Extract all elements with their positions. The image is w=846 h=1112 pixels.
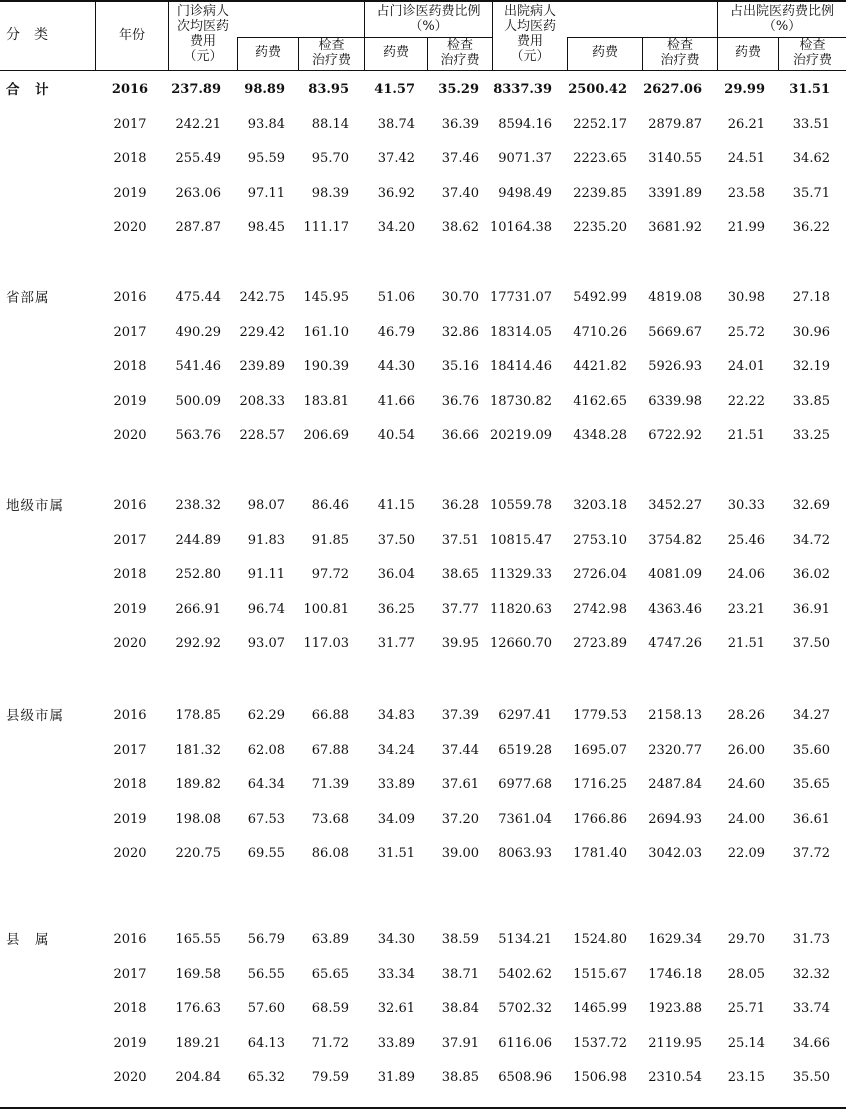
outpatient-avg-cell: 541.46: [175, 359, 221, 375]
inpatient-avg-cell: 9498.49: [498, 185, 552, 201]
outpatient-avg-cell: 178.85: [175, 708, 221, 723]
outpatient-ratio-drug-cell: 34.09: [377, 811, 415, 827]
year-cell: 2017: [113, 116, 147, 132]
outpatient-ratio-drug-cell: 34.20: [377, 220, 415, 236]
outpatient-ratio-exam-cell: 37.44: [441, 742, 479, 758]
outpatient-ratio-drug-cell: 34.24: [377, 742, 415, 758]
outpatient-avg-cell: 189.82: [175, 777, 221, 793]
inpatient-avg-cell: 18414.46: [489, 359, 552, 375]
year-cell: 2020: [113, 220, 147, 236]
outpatient-exam-cell: 71.72: [311, 1035, 349, 1051]
outpatient-drug-cell: 95.59: [247, 151, 285, 167]
inpatient-avg-cell: 20219.09: [489, 428, 552, 444]
outpatient-ratio-exam-cell: 37.77: [441, 601, 479, 617]
inpatient-exam-cell: 5669.67: [648, 324, 702, 340]
outpatient-exam-cell: 95.70: [311, 151, 349, 167]
year-cell: 2019: [113, 601, 147, 617]
inpatient-ratio-drug-cell: 21.51: [727, 428, 765, 444]
inpatient-ratio-drug-cell: 23.21: [727, 601, 765, 617]
inpatient-ratio-exam-cell: 32.19: [792, 359, 830, 375]
outpatient-exam-cell: 98.39: [311, 185, 349, 201]
inpatient-ratio-drug-cell: 25.14: [727, 1035, 765, 1051]
outpatient-ratio-drug-cell: 37.42: [377, 151, 415, 167]
outpatient-exam-cell: 86.46: [311, 498, 349, 513]
outpatient-avg-cell: 252.80: [175, 567, 221, 583]
outpatient-exam-cell: 63.89: [311, 932, 349, 947]
year-cell: 2016: [113, 290, 147, 305]
outpatient-ratio-exam-cell: 35.29: [438, 82, 479, 97]
outpatient-ratio-drug-cell: 33.89: [377, 777, 415, 793]
inpatient-ratio-exam-cell: 33.51: [792, 116, 830, 132]
inpatient-exam-cell: 1629.34: [648, 932, 702, 947]
inpatient-ratio-exam-cell: 37.50: [792, 636, 830, 652]
inpatient-avg-cell: 10164.38: [489, 220, 552, 236]
inpatient-ratio-drug-cell: 24.51: [727, 151, 765, 167]
inpatient-ratio-drug-cell: 24.00: [727, 811, 765, 827]
outpatient-drug-cell: 91.11: [247, 567, 285, 583]
outpatient-ratio-drug-cell: 41.15: [377, 498, 415, 513]
outpatient-avg-cell: 475.44: [175, 290, 221, 305]
inpatient-drug-cell: 2500.42: [568, 82, 627, 97]
outpatient-ratio-exam-cell: 38.65: [441, 567, 479, 583]
inpatient-ratio-drug-cell: 25.72: [727, 324, 765, 340]
outpatient-ratio-exam-cell: 38.71: [441, 966, 479, 982]
header-inpatient-drug: 药费: [591, 45, 618, 60]
outpatient-ratio-drug-cell: 37.50: [377, 532, 415, 548]
outpatient-exam-cell: 88.14: [311, 116, 349, 132]
inpatient-drug-cell: 2235.20: [573, 220, 627, 236]
year-cell: 2017: [113, 966, 147, 982]
header-inpatient-ratio-drug: 药费: [734, 45, 761, 60]
inpatient-avg-cell: 10815.47: [489, 532, 552, 548]
year-cell: 2017: [113, 532, 147, 548]
inpatient-avg-cell: 6116.06: [498, 1035, 552, 1051]
outpatient-drug-cell: 56.79: [247, 932, 285, 947]
outpatient-drug-cell: 93.07: [247, 636, 285, 652]
outpatient-avg-cell: 237.89: [171, 82, 221, 97]
inpatient-exam-cell: 6722.92: [648, 428, 702, 444]
header-category: 分 类: [6, 27, 48, 43]
inpatient-ratio-exam-cell: 34.62: [792, 151, 830, 167]
outpatient-ratio-exam-cell: 38.62: [441, 220, 479, 236]
category-label: 合 计: [6, 82, 50, 98]
outpatient-ratio-exam-cell: 37.51: [441, 532, 479, 548]
inpatient-ratio-exam-cell: 34.27: [792, 708, 830, 723]
inpatient-avg-cell: 17731.07: [489, 290, 552, 305]
year-cell: 2018: [113, 567, 147, 583]
outpatient-ratio-drug-cell: 40.54: [377, 428, 415, 444]
year-cell: 2016: [113, 708, 147, 723]
outpatient-exam-cell: 91.85: [311, 532, 349, 548]
inpatient-drug-cell: 1779.53: [573, 708, 627, 723]
inpatient-drug-cell: 2239.85: [573, 185, 627, 201]
header-inpatient-avg: 出院病人 人均医药 费用 （元）: [503, 4, 556, 64]
inpatient-exam-cell: 3452.27: [648, 498, 702, 513]
outpatient-drug-cell: 69.55: [247, 846, 285, 862]
year-cell: 2019: [113, 185, 147, 201]
inpatient-exam-cell: 2879.87: [648, 116, 702, 132]
inpatient-exam-cell: 2320.77: [648, 742, 702, 758]
outpatient-avg-cell: 263.06: [175, 185, 221, 201]
inpatient-drug-cell: 4710.26: [573, 324, 627, 340]
inpatient-avg-cell: 5402.62: [498, 966, 552, 982]
inpatient-avg-cell: 5134.21: [498, 932, 552, 947]
outpatient-avg-cell: 189.21: [175, 1035, 221, 1051]
inpatient-drug-cell: 1716.25: [573, 777, 627, 793]
outpatient-avg-cell: 287.87: [175, 220, 221, 236]
outpatient-ratio-exam-cell: 37.46: [441, 151, 479, 167]
header-inpatient-ratio: 占出院医药费比例 （%）: [729, 4, 834, 34]
inpatient-drug-cell: 4162.65: [573, 393, 627, 409]
outpatient-drug-cell: 242.75: [239, 290, 285, 305]
inpatient-ratio-exam-cell: 36.61: [792, 811, 830, 827]
inpatient-ratio-exam-cell: 35.65: [792, 777, 830, 793]
outpatient-exam-cell: 86.08: [311, 846, 349, 862]
outpatient-drug-cell: 64.34: [247, 777, 285, 793]
outpatient-exam-cell: 190.39: [303, 359, 349, 375]
inpatient-drug-cell: 2742.98: [573, 601, 627, 617]
inpatient-ratio-exam-cell: 33.85: [792, 393, 830, 409]
inpatient-ratio-drug-cell: 24.01: [727, 359, 765, 375]
inpatient-ratio-drug-cell: 24.60: [727, 777, 765, 793]
inpatient-avg-cell: 6977.68: [498, 777, 552, 793]
outpatient-exam-cell: 83.95: [308, 82, 349, 97]
inpatient-exam-cell: 1923.88: [648, 1001, 702, 1017]
inpatient-exam-cell: 2119.95: [648, 1035, 702, 1051]
inpatient-ratio-drug-cell: 23.15: [727, 1070, 765, 1086]
outpatient-exam-cell: 71.39: [311, 777, 349, 793]
inpatient-ratio-drug-cell: 21.99: [727, 220, 765, 236]
inpatient-ratio-drug-cell: 22.09: [727, 846, 765, 862]
outpatient-exam-cell: 100.81: [303, 601, 349, 617]
outpatient-ratio-drug-cell: 33.89: [377, 1035, 415, 1051]
inpatient-drug-cell: 1695.07: [573, 742, 627, 758]
outpatient-ratio-drug-cell: 51.06: [377, 290, 415, 305]
inpatient-drug-cell: 4348.28: [573, 428, 627, 444]
outpatient-drug-cell: 62.08: [247, 742, 285, 758]
inpatient-drug-cell: 1465.99: [573, 1001, 627, 1017]
year-cell: 2017: [113, 742, 147, 758]
inpatient-drug-cell: 2723.89: [573, 636, 627, 652]
outpatient-ratio-exam-cell: 36.76: [441, 393, 479, 409]
inpatient-exam-cell: 3681.92: [648, 220, 702, 236]
outpatient-drug-cell: 96.74: [247, 601, 285, 617]
outpatient-drug-cell: 229.42: [239, 324, 285, 340]
outpatient-avg-cell: 563.76: [175, 428, 221, 444]
inpatient-drug-cell: 2726.04: [573, 567, 627, 583]
year-cell: 2019: [113, 393, 147, 409]
inpatient-exam-cell: 3754.82: [648, 532, 702, 548]
inpatient-drug-cell: 1537.72: [573, 1035, 627, 1051]
outpatient-ratio-drug-cell: 31.89: [377, 1070, 415, 1086]
outpatient-exam-cell: 65.65: [311, 966, 349, 982]
inpatient-exam-cell: 2310.54: [648, 1070, 702, 1086]
outpatient-ratio-drug-cell: 36.04: [377, 567, 415, 583]
outpatient-avg-cell: 220.75: [175, 846, 221, 862]
header-outpatient-ratio-drug: 药费: [382, 45, 409, 60]
inpatient-ratio-drug-cell: 29.70: [727, 932, 765, 947]
header-bottom-rule: [0, 70, 846, 71]
inpatient-drug-cell: 2223.65: [573, 151, 627, 167]
inpatient-drug-cell: 4421.82: [573, 359, 627, 375]
outpatient-avg-cell: 181.32: [175, 742, 221, 758]
inpatient-ratio-exam-cell: 34.66: [792, 1035, 830, 1051]
header-outpatient-avg: 门诊病人 次均医药 费用 （元）: [176, 4, 229, 64]
header-inpatient-ratio-exam: 检查 治疗费: [792, 38, 832, 68]
outpatient-avg-cell: 242.21: [175, 116, 221, 132]
inpatient-ratio-exam-cell: 35.71: [792, 185, 830, 201]
inpatient-exam-cell: 2487.84: [648, 777, 702, 793]
outpatient-ratio-drug-cell: 36.25: [377, 601, 415, 617]
outpatient-ratio-drug-cell: 41.66: [377, 393, 415, 409]
inpatient-drug-cell: 5492.99: [573, 290, 627, 305]
outpatient-exam-cell: 111.17: [303, 220, 349, 236]
inpatient-ratio-drug-cell: 22.22: [727, 393, 765, 409]
year-cell: 2020: [113, 846, 147, 862]
outpatient-exam-cell: 145.95: [303, 290, 349, 305]
outpatient-ratio-drug-cell: 46.79: [377, 324, 415, 340]
inpatient-ratio-exam-cell: 36.02: [792, 567, 830, 583]
inpatient-drug-cell: 1506.98: [573, 1070, 627, 1086]
outpatient-avg-cell: 169.58: [175, 966, 221, 982]
outpatient-drug-cell: 239.89: [239, 359, 285, 375]
inpatient-ratio-drug-cell: 25.46: [727, 532, 765, 548]
outpatient-exam-cell: 97.72: [311, 567, 349, 583]
year-cell: 2020: [113, 1070, 147, 1086]
inpatient-drug-cell: 1515.67: [573, 966, 627, 982]
inpatient-avg-cell: 8594.16: [498, 116, 552, 132]
outpatient-avg-cell: 490.29: [175, 324, 221, 340]
outpatient-ratio-drug-cell: 44.30: [377, 359, 415, 375]
header-outpatient-exam: 检查 治疗费: [311, 38, 351, 68]
inpatient-avg-cell: 11820.63: [489, 601, 552, 617]
outpatient-exam-cell: 79.59: [311, 1070, 349, 1086]
outpatient-exam-cell: 206.69: [303, 428, 349, 444]
inpatient-ratio-drug-cell: 30.98: [727, 290, 765, 305]
inpatient-ratio-drug-cell: 29.99: [724, 82, 765, 97]
outpatient-drug-cell: 97.11: [247, 185, 285, 201]
inpatient-ratio-exam-cell: 31.51: [789, 82, 830, 97]
outpatient-ratio-drug-cell: 41.57: [374, 82, 415, 97]
inpatient-ratio-exam-cell: 31.73: [792, 932, 830, 947]
outpatient-exam-cell: 161.10: [303, 324, 349, 340]
year-cell: 2019: [113, 1035, 147, 1051]
top-rule: [0, 0, 846, 2]
outpatient-ratio-exam-cell: 38.84: [441, 1001, 479, 1017]
outpatient-ratio-exam-cell: 37.91: [441, 1035, 479, 1051]
inpatient-ratio-exam-cell: 36.91: [792, 601, 830, 617]
inpatient-ratio-drug-cell: 26.00: [727, 742, 765, 758]
year-cell: 2018: [113, 1001, 147, 1017]
inpatient-ratio-exam-cell: 32.32: [792, 966, 830, 982]
inpatient-avg-cell: 6297.41: [498, 708, 552, 723]
outpatient-exam-cell: 68.59: [311, 1001, 349, 1017]
inpatient-avg-cell: 6508.96: [498, 1070, 552, 1086]
inpatient-avg-cell: 9071.37: [498, 151, 552, 167]
category-label: 地级市属: [6, 498, 64, 514]
header-inpatient-exam: 检查 治疗费: [660, 38, 700, 68]
category-label: 县 属: [6, 932, 50, 948]
outpatient-ratio-drug-cell: 34.30: [377, 932, 415, 947]
inpatient-drug-cell: 3203.18: [573, 498, 627, 513]
inpatient-ratio-exam-cell: 32.69: [792, 498, 830, 513]
header-outpatient-ratio: 占门诊医药费比例 （%）: [376, 4, 481, 34]
outpatient-ratio-exam-cell: 35.16: [441, 359, 479, 375]
outpatient-avg-cell: 244.89: [175, 532, 221, 548]
inpatient-avg-cell: 18730.82: [489, 393, 552, 409]
outpatient-avg-cell: 238.32: [175, 498, 221, 513]
outpatient-exam-cell: 183.81: [303, 393, 349, 409]
outpatient-avg-cell: 500.09: [175, 393, 221, 409]
outpatient-ratio-drug-cell: 31.77: [377, 636, 415, 652]
inpatient-exam-cell: 4363.46: [648, 601, 702, 617]
year-cell: 2018: [113, 777, 147, 793]
outpatient-avg-cell: 255.49: [175, 151, 221, 167]
inpatient-avg-cell: 18314.05: [489, 324, 552, 340]
outpatient-ratio-exam-cell: 36.39: [441, 116, 479, 132]
year-cell: 2018: [113, 359, 147, 375]
inpatient-ratio-drug-cell: 23.58: [727, 185, 765, 201]
inpatient-ratio-drug-cell: 21.51: [727, 636, 765, 652]
category-label: 县级市属: [6, 708, 64, 724]
outpatient-drug-cell: 64.13: [247, 1035, 285, 1051]
outpatient-drug-cell: 98.89: [244, 82, 285, 97]
outpatient-drug-cell: 91.83: [247, 532, 285, 548]
inpatient-avg-cell: 5702.32: [498, 1001, 552, 1017]
outpatient-ratio-drug-cell: 33.34: [377, 966, 415, 982]
outpatient-avg-cell: 292.92: [175, 636, 221, 652]
inpatient-ratio-exam-cell: 30.96: [792, 324, 830, 340]
outpatient-exam-cell: 73.68: [311, 811, 349, 827]
inpatient-exam-cell: 4747.26: [648, 636, 702, 652]
inpatient-avg-cell: 12660.70: [489, 636, 552, 652]
outpatient-ratio-exam-cell: 38.59: [441, 932, 479, 947]
outpatient-ratio-drug-cell: 32.61: [377, 1001, 415, 1017]
year-cell: 2019: [113, 811, 147, 827]
inpatient-exam-cell: 6339.98: [648, 393, 702, 409]
inpatient-exam-cell: 3140.55: [648, 151, 702, 167]
inpatient-drug-cell: 1524.80: [573, 932, 627, 947]
outpatient-exam-cell: 117.03: [303, 636, 349, 652]
inpatient-avg-cell: 10559.78: [489, 498, 552, 513]
year-cell: 2020: [113, 428, 147, 444]
inpatient-exam-cell: 3391.89: [648, 185, 702, 201]
outpatient-ratio-drug-cell: 36.92: [377, 185, 415, 201]
year-cell: 2018: [113, 151, 147, 167]
outpatient-ratio-exam-cell: 38.85: [441, 1070, 479, 1086]
year-cell: 2017: [113, 324, 147, 340]
inpatient-exam-cell: 5926.93: [648, 359, 702, 375]
inpatient-drug-cell: 1766.86: [573, 811, 627, 827]
outpatient-drug-cell: 208.33: [239, 393, 285, 409]
inpatient-avg-cell: 7361.04: [498, 811, 552, 827]
inpatient-exam-cell: 4081.09: [648, 567, 702, 583]
outpatient-ratio-exam-cell: 36.66: [441, 428, 479, 444]
outpatient-avg-cell: 204.84: [175, 1070, 221, 1086]
outpatient-ratio-drug-cell: 38.74: [377, 116, 415, 132]
year-cell: 2016: [111, 82, 149, 97]
bottom-rule: [0, 1107, 846, 1109]
inpatient-ratio-exam-cell: 35.60: [792, 742, 830, 758]
outpatient-drug-cell: 65.32: [247, 1070, 285, 1086]
inpatient-ratio-exam-cell: 36.22: [792, 220, 830, 236]
outpatient-avg-cell: 266.91: [175, 601, 221, 617]
year-cell: 2016: [113, 498, 147, 513]
inpatient-ratio-exam-cell: 27.18: [792, 290, 830, 305]
outpatient-drug-cell: 98.45: [247, 220, 285, 236]
outpatient-drug-cell: 93.84: [247, 116, 285, 132]
header-outpatient-ratio-exam: 检查 治疗费: [440, 38, 480, 68]
outpatient-ratio-exam-cell: 39.95: [441, 636, 479, 652]
outpatient-ratio-drug-cell: 31.51: [377, 846, 415, 862]
inpatient-exam-cell: 3042.03: [648, 846, 702, 862]
inpatient-avg-cell: 8337.39: [493, 82, 552, 97]
inpatient-ratio-drug-cell: 25.71: [727, 1001, 765, 1017]
inpatient-ratio-exam-cell: 33.25: [792, 428, 830, 444]
outpatient-exam-cell: 67.88: [311, 742, 349, 758]
header-year: 年份: [118, 28, 145, 43]
outpatient-ratio-exam-cell: 36.28: [441, 498, 479, 513]
year-cell: 2020: [113, 636, 147, 652]
inpatient-ratio-exam-cell: 37.72: [792, 846, 830, 862]
inpatient-exam-cell: 4819.08: [648, 290, 702, 305]
inpatient-ratio-exam-cell: 35.50: [792, 1070, 830, 1086]
outpatient-drug-cell: 56.55: [247, 966, 285, 982]
outpatient-drug-cell: 98.07: [247, 498, 285, 513]
inpatient-avg-cell: 6519.28: [498, 742, 552, 758]
inpatient-avg-cell: 8063.93: [498, 846, 552, 862]
inpatient-drug-cell: 2252.17: [573, 116, 627, 132]
outpatient-ratio-exam-cell: 37.61: [441, 777, 479, 793]
outpatient-ratio-exam-cell: 32.86: [441, 324, 479, 340]
inpatient-ratio-drug-cell: 30.33: [727, 498, 765, 513]
inpatient-ratio-drug-cell: 28.26: [727, 708, 765, 723]
outpatient-drug-cell: 62.29: [247, 708, 285, 723]
outpatient-drug-cell: 67.53: [247, 811, 285, 827]
inpatient-drug-cell: 1781.40: [573, 846, 627, 862]
outpatient-ratio-exam-cell: 37.20: [441, 811, 479, 827]
outpatient-avg-cell: 198.08: [175, 811, 221, 827]
outpatient-ratio-exam-cell: 39.00: [441, 846, 479, 862]
category-label: 省部属: [6, 290, 50, 306]
outpatient-ratio-exam-cell: 37.40: [441, 185, 479, 201]
inpatient-ratio-drug-cell: 26.21: [727, 116, 765, 132]
inpatient-exam-cell: 2694.93: [648, 811, 702, 827]
inpatient-exam-cell: 1746.18: [648, 966, 702, 982]
inpatient-exam-cell: 2158.13: [648, 708, 702, 723]
inpatient-ratio-exam-cell: 33.74: [792, 1001, 830, 1017]
year-cell: 2016: [113, 932, 147, 947]
outpatient-avg-cell: 176.63: [175, 1001, 221, 1017]
outpatient-drug-cell: 57.60: [247, 1001, 285, 1017]
outpatient-exam-cell: 66.88: [311, 708, 349, 723]
outpatient-ratio-exam-cell: 30.70: [441, 290, 479, 305]
inpatient-drug-cell: 2753.10: [573, 532, 627, 548]
inpatient-ratio-exam-cell: 34.72: [792, 532, 830, 548]
inpatient-ratio-drug-cell: 24.06: [727, 567, 765, 583]
inpatient-avg-cell: 11329.33: [489, 567, 552, 583]
outpatient-avg-cell: 165.55: [175, 932, 221, 947]
header-outpatient-drug: 药费: [254, 45, 281, 60]
outpatient-drug-cell: 228.57: [239, 428, 285, 444]
outpatient-ratio-drug-cell: 34.83: [377, 708, 415, 723]
outpatient-ratio-exam-cell: 37.39: [441, 708, 479, 723]
inpatient-ratio-drug-cell: 28.05: [727, 966, 765, 982]
inpatient-exam-cell: 2627.06: [643, 82, 702, 97]
